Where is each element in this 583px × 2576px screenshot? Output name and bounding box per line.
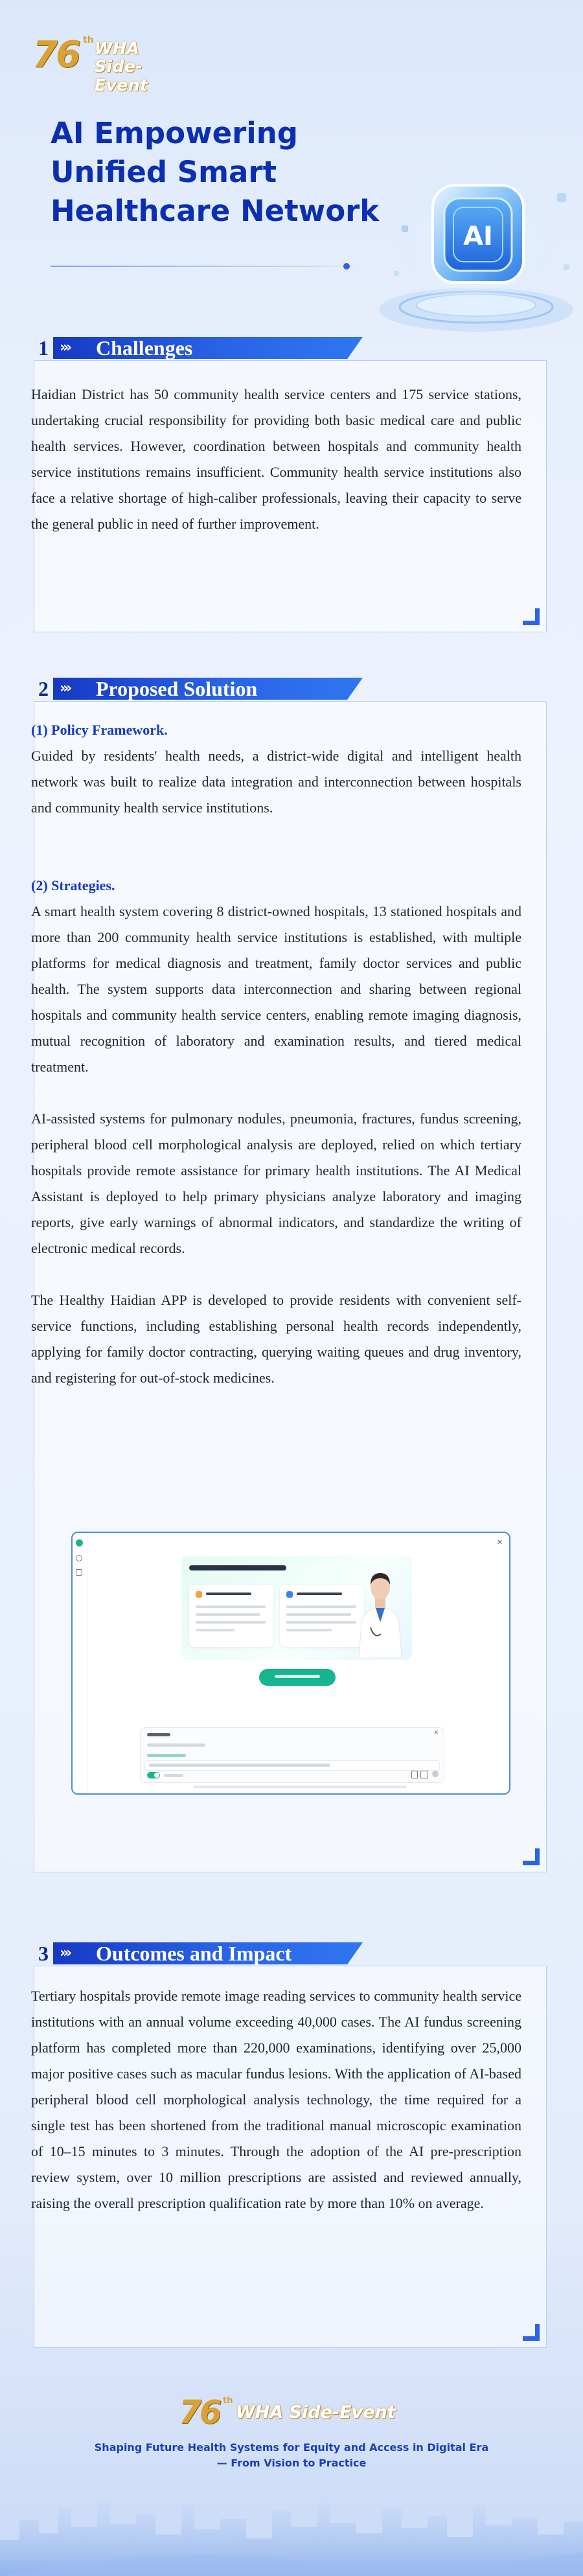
close-icon: ✕ — [496, 1538, 503, 1547]
input-placeholder-bar — [147, 1743, 205, 1747]
section-title: Proposed Solution — [96, 677, 258, 700]
double-chevron-right-icon: ››› — [60, 680, 70, 696]
logo-line-side-event: Side-Event — [95, 57, 148, 95]
challenges-text: Haidian District has 50 community health service centers and 175 service stations, undertaking crucial responsibility for providing both basic medical care and public health services. However, coordination between hospitals and community health service institutions remains insufficient. Community health service institutions also face a relative shortage of high-caliber professionals, leaving their capacity to serve the general public in need of further improvement. — [31, 386, 521, 532]
logo-number: 76 — [32, 34, 79, 76]
close-icon[interactable]: ✕ — [433, 1730, 439, 1736]
feature-card-report-analysis — [189, 1585, 273, 1647]
app-logo-icon — [76, 1539, 83, 1547]
panel-corner-mark — [523, 2324, 540, 2341]
app-sidebar — [73, 1533, 87, 1793]
section-header-challenges — [34, 336, 363, 360]
deep-think-toggle[interactable] — [147, 1772, 160, 1778]
attach-file-icon[interactable] — [411, 1771, 418, 1778]
strategies-text-2: AI-assisted systems for pulmonary nodules, pneumonia, fractures, fundus screening, peripheral blood cell morphological analysis are deployed, relied on which tertiary hospitals provide remote assistance for primary health institutions. The AI Medical Assistant is deployed to help primary physicians analyze laboratory and imaging reports, give early warnings of abnormal indicators, and standardize the writing of electronic medical records. — [31, 1110, 521, 1256]
panel-corner-mark — [523, 1848, 540, 1865]
strategies-heading: (2) Strategies. — [31, 877, 115, 893]
section-number: 1 — [38, 336, 49, 360]
wha-side-event-logo — [32, 32, 188, 95]
section-number: 2 — [38, 677, 49, 700]
footer-tagline: Shaping Future Health Systems for Equity and Access in Digital Era — [94, 2441, 489, 2454]
policy-framework-heading: (1) Policy Framework. — [31, 722, 168, 738]
image-upload-icon[interactable] — [420, 1771, 428, 1778]
cta-label-bar — [275, 1675, 320, 1678]
section-title: Outcomes and Impact — [96, 1942, 292, 1965]
card-title-bar — [206, 1593, 251, 1595]
card-line — [286, 1621, 356, 1624]
outcomes-text: Tertiary hospitals provide remote image reading services to community health service institutions with an annual volume exceeding 40,000 cases. The AI fundus screening platform has completed more than 220,000 examinations, identifying over 25,000 major positive cases such as macular fundus lesions. With the application of AI-based peripheral blood cell morphological analysis technology, the time required for a single test has been shortened from the traditional manual microscopic examination of 10–15 minutes to 3 minutes. Through the adoption of the AI pre-prescription review system, over 10 million prescriptions are assisted and reviewed annually, raising the overall prescription qualification rate by more than 10% on average. — [31, 1988, 521, 2211]
assistant-welcome-banner — [181, 1556, 412, 1660]
disclaimer-bar — [193, 1786, 407, 1788]
logo-line-wha: WHA — [95, 39, 140, 58]
card-line — [196, 1621, 266, 1624]
card-title-bar — [297, 1593, 342, 1595]
footer-subtagline: — From Vision to Practice — [216, 2457, 367, 2469]
challenges-panel — [31, 360, 547, 632]
footer-logo — [179, 2393, 412, 2435]
card-line — [196, 1613, 260, 1616]
double-chevron-right-icon: ››› — [60, 1945, 70, 1961]
history-icon — [76, 1555, 82, 1561]
chat-input-area[interactable] — [140, 1727, 444, 1783]
double-chevron-right-icon: ››› — [60, 339, 70, 356]
logo-ordinal: th — [83, 35, 94, 45]
feature-card-knowledge-query — [280, 1585, 364, 1647]
section-header-outcomes — [34, 1941, 363, 1966]
knowledge-icon — [286, 1591, 293, 1598]
ai-doctor-avatar — [355, 1563, 406, 1657]
input-header-bar — [147, 1733, 170, 1736]
panel-icon — [76, 1569, 82, 1576]
ai-chip-illustration — [363, 148, 583, 342]
ai-chip-label: AI — [463, 222, 493, 251]
city-skyline-decoration — [0, 2462, 583, 2576]
banner-heading-bar — [189, 1565, 286, 1570]
report-icon — [196, 1591, 202, 1598]
card-line — [196, 1605, 266, 1608]
title-divider-dot — [343, 263, 350, 270]
page-title: AI Empowering Unified Smart Healthcare Network — [51, 116, 380, 228]
section-header-proposed-solution — [34, 676, 363, 701]
healthy-haidian-app-screenshot — [71, 1532, 510, 1795]
message-input[interactable] — [144, 1760, 440, 1771]
footer-logo-text: WHA Side-Event — [236, 2402, 396, 2422]
message-placeholder-bar — [149, 1764, 330, 1767]
footer-logo-ordinal: th — [223, 2396, 233, 2406]
toggle-label-bar — [164, 1774, 183, 1777]
card-line — [286, 1605, 356, 1608]
outcomes-panel — [31, 1966, 547, 2348]
card-line — [286, 1613, 351, 1616]
tag-bar — [147, 1754, 186, 1757]
title-divider — [51, 266, 368, 267]
send-icon[interactable] — [432, 1771, 439, 1777]
section-title: Challenges — [96, 336, 193, 360]
strategies-text-1: A smart health system covering 8 district-owned hospitals, 13 stationed hospitals and more than 200 community health service institutions is established, with multiple platforms for medical diagnosis and treatment, family doctor services and public health. The system supports data interconnection and sharing between regional hospitals and community health service centers, enabling remote imaging diagnosis, mutual recognition of laboratory and examination results, and tiered medical treatment. — [31, 903, 521, 1075]
strategies-text-3: The Healthy Haidian APP is developed to provide residents with convenient self-service functions, including establishing personal health records independently, applying for family doctor contracting, querying waiting queues and drug inventory, and registering for out-of-stock medicines. — [31, 1292, 521, 1386]
panel-corner-mark — [523, 608, 540, 625]
policy-framework-text: Guided by residents' health needs, a district-wide digital and intelligent health network was built to realize data integration and interconnection between hospitals and community health service institutions. — [31, 748, 521, 816]
footer-logo-number: 76 — [179, 2393, 220, 2431]
section-number: 3 — [38, 1942, 49, 1965]
card-line — [286, 1629, 332, 1631]
card-line — [196, 1629, 234, 1631]
start-consultation-button[interactable] — [259, 1669, 336, 1686]
